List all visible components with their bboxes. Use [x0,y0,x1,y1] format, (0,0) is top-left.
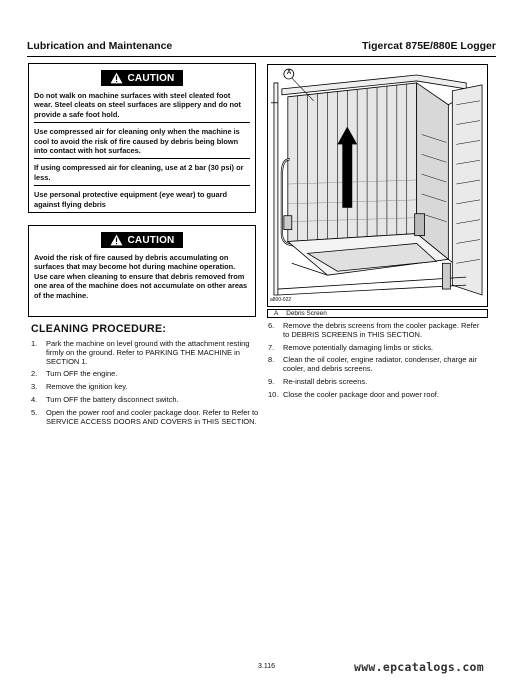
callout-letter-a: A [286,70,292,76]
step-text: Remove the ignition key. [46,382,128,392]
step-text: Remove the debris screens from the cooler package. Refer to DEBRIS SCREENS in THIS SECTION. [283,321,480,339]
step-text: Remove potentially damaging limbs or sticks. [283,342,434,352]
step-text: Clean the oil cooler, engine radiator, condenser, charge air cooler, and debris screens. [283,355,477,374]
watermark-text: www.epcatalogs.com [353,660,484,674]
step-number: 1. [31,339,38,348]
figure-caption [267,309,488,318]
caution-paragraph: Avoid the risk of fire caused by debris accumulating on surfaces that may become hot during machine operation. Use care when cleaning to ensure that debris removed from one area of the machine does not accumulate on other areas of the machine. [34,253,248,300]
caution-paragraph: Do not walk on machine surfaces with steel cleated foot wear. Steel cleats on steel surfaces are slippery and do not provide a safe foot hold. [34,91,250,123]
caution-box-steel-cleats [28,63,256,213]
procedure-step [268,391,486,400]
debris-screen-illustration [267,64,488,307]
header-model-title: Tigercat 875E/880E Logger [361,40,496,52]
procedure-step [268,356,486,374]
cleaning-procedure-heading: CLEANING PROCEDURE: [31,323,167,335]
caution-badge [101,232,183,248]
step-text: Open the power roof and cooler package door. Refer to Refer to SERVICE ACCESS DOORS AND COVERS in THIS SECTION. [46,407,259,426]
warning-triangle-icon [110,234,123,246]
step-number: 3. [31,382,38,392]
cooler-package-drawing [268,65,487,306]
page-number: 3.116 [258,663,275,670]
caution-badge [101,70,183,86]
procedure-step [31,383,259,392]
caution-label: CAUTION [127,72,175,84]
procedure-step [31,409,259,427]
caution-paragraph: If using compressed air for cleaning, use at 2 bar (30 psi) or less. [34,163,250,186]
header-rule [27,56,496,57]
step-text: Re-install debris screens. [283,376,368,386]
step-number: 5. [31,407,38,417]
caption-letter: A [274,310,279,317]
step-number: 6. [268,321,275,330]
caution-label: CAUTION [127,234,175,246]
caption-text: Debris Screen [286,310,327,317]
procedure-step [268,344,486,353]
step-number: 10. [268,389,279,399]
warning-triangle-icon [110,72,123,84]
step-number: 7. [268,342,275,352]
procedure-step [268,322,486,340]
procedure-step [31,340,259,366]
header-section-title: Lubrication and Maintenance [27,40,173,52]
step-number: 8. [268,355,275,365]
procedure-step [268,378,486,387]
procedure-step [31,396,259,405]
step-number: 9. [268,376,275,386]
caution-paragraph: Use personal protective equipment (eye wear) to guard against flying debris [34,190,228,209]
procedure-steps-left [31,340,259,430]
caution-box-debris-fire [28,225,256,317]
step-text: Turn OFF the battery disconnect switch. [46,394,179,404]
step-number: 2. [31,369,38,379]
step-text: Park the machine on level ground with the attachment resting firmly on the ground. Refer to PARKING THE MACHINE in SECTION 1. [46,339,250,366]
procedure-step [31,370,259,379]
procedure-steps-right [268,322,486,404]
step-number: 4. [31,394,38,404]
caution-paragraph: Use compressed air for cleaning only when the machine is cool to avoid the risk of fire caused by debris being blown into contact with hot surfaces. [34,127,250,159]
figure-code: a800-022 [270,297,292,303]
step-text: Turn OFF the engine. [46,369,118,379]
step-text: Close the cooler package door and power roof. [283,389,439,399]
